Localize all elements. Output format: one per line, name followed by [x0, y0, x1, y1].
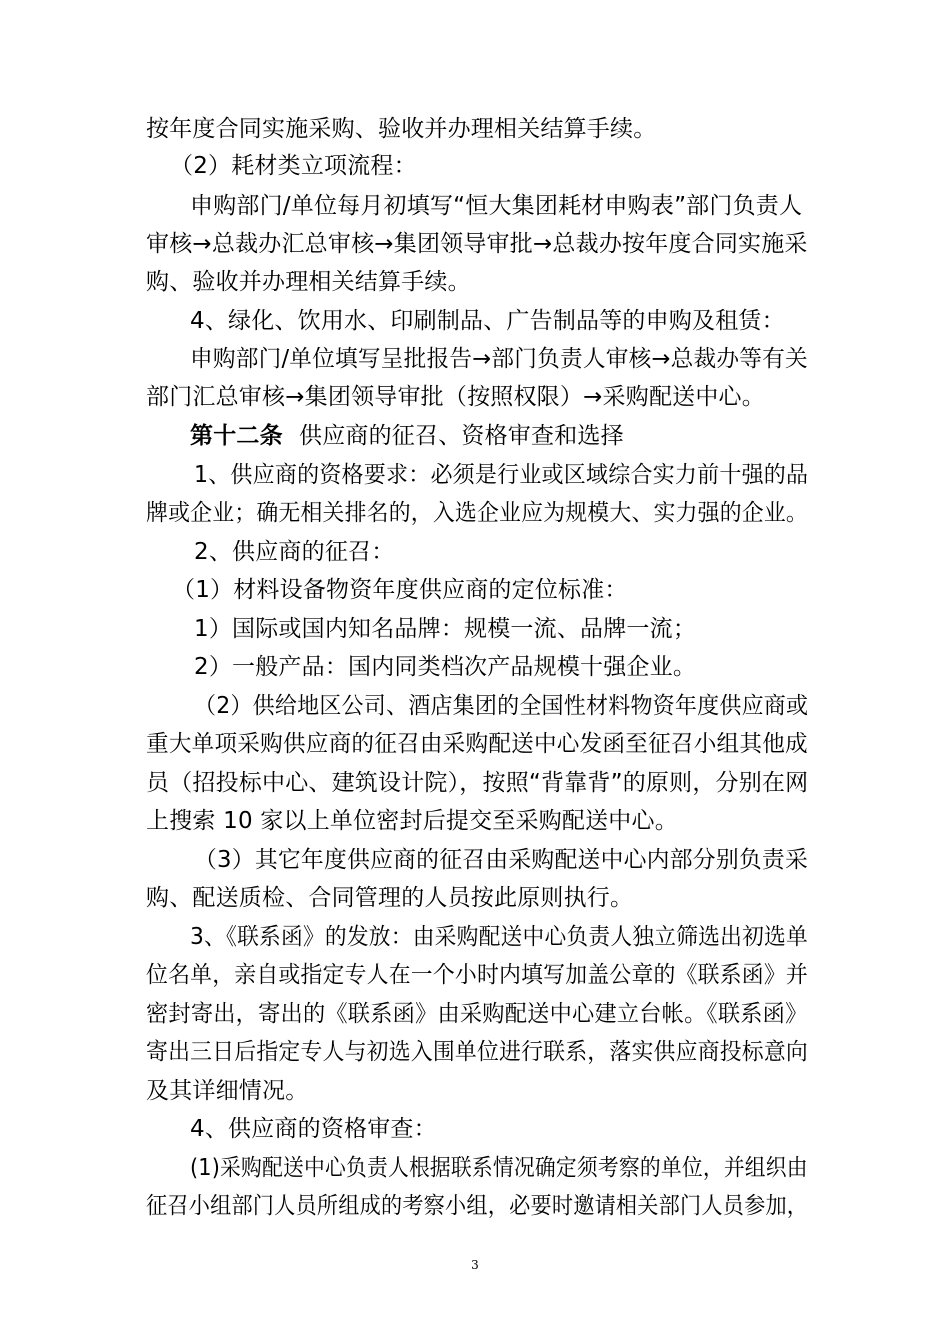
page-number: 3 [471, 1258, 479, 1272]
text-line: 4、供应商的资格审查： [190, 1116, 437, 1142]
text-line: 位名单，亲自或指定专人在一个小时内填写加盖公章的《联系函》并 [146, 962, 808, 988]
text-line: （1）材料设备物资年度供应商的定位标准： [172, 577, 628, 603]
text-line: 按年度合同实施采购、验收并办理相关结算手续。 [146, 116, 657, 142]
text-line: 4、绿化、饮用水、印刷制品、广告制品等的申购及租赁： [190, 308, 785, 334]
text-line: 申购部门/单位每月初填写“恒大集团耗材申购表”部门负责人 [190, 193, 803, 219]
text-line: 密封寄出，寄出的《联系函》由采购配送中心建立台帐。《联系函》 [146, 1001, 808, 1027]
text-line: 部门汇总审核→集团领导审批（按照权限）→采购配送中心。 [146, 384, 765, 410]
text-line: 1）国际或国内知名品牌：规模一流、品牌一流； [194, 616, 697, 642]
text-line: 牌或企业；确无相关排名的，入选企业应为规模大、实力强的企业。 [146, 500, 808, 526]
text-line: (1)采购配送中心负责人根据联系情况确定须考察的单位，并组织由 [190, 1155, 808, 1181]
text-line: （2）供给地区公司、酒店集团的全国性材料物资年度供应商或 [194, 693, 809, 719]
text-line: 购、配送质检、合同管理的人员按此原则执行。 [146, 885, 634, 911]
text-line: 1、供应商的资格要求：必须是行业或区域综合实力前十强的品 [194, 462, 809, 488]
article-heading-number: 第十二条 [190, 423, 283, 449]
text-line: 及其详细情况。 [146, 1078, 309, 1104]
text-line: 员（招投标中心、建筑设计院），按照“背靠背”的原则，分别在网 [146, 770, 809, 796]
text-line: （2）耗材类立项流程： [170, 153, 417, 179]
text-line: 审核→总裁办汇总审核→集团领导审批→总裁办按年度合同实施采 [146, 231, 808, 257]
text-line: 3、《联系函》的发放：由采购配送中心负责人独立筛选出初选单 [190, 924, 808, 950]
text-line: 2、供应商的征召： [194, 539, 395, 565]
text-line: 重大单项采购供应商的征召由采购配送中心发函至征召小组其他成 [146, 731, 808, 757]
text-line: 2）一般产品：国内同类档次产品规模十强企业。 [194, 654, 697, 680]
article-heading-title: 供应商的征召、资格审查和选择 [299, 423, 624, 449]
text-line: 寄出三日后指定专人与初选入围单位进行联系，落实供应商投标意向 [146, 1039, 808, 1065]
text-line: 购、验收并办理相关结算手续。 [146, 269, 471, 295]
text-line: 申购部门/单位填写呈批报告→部门负责人审核→总裁办等有关 [190, 346, 808, 372]
text-line: 征召小组部门人员所组成的考察小组，必要时邀请相关部门人员参加， [146, 1193, 809, 1219]
text-line: 上搜索 10 家以上单位密封后提交至采购配送中心。 [146, 808, 678, 834]
text-line: （3）其它年度供应商的征召由采购配送中心内部分别负责采 [194, 847, 809, 873]
